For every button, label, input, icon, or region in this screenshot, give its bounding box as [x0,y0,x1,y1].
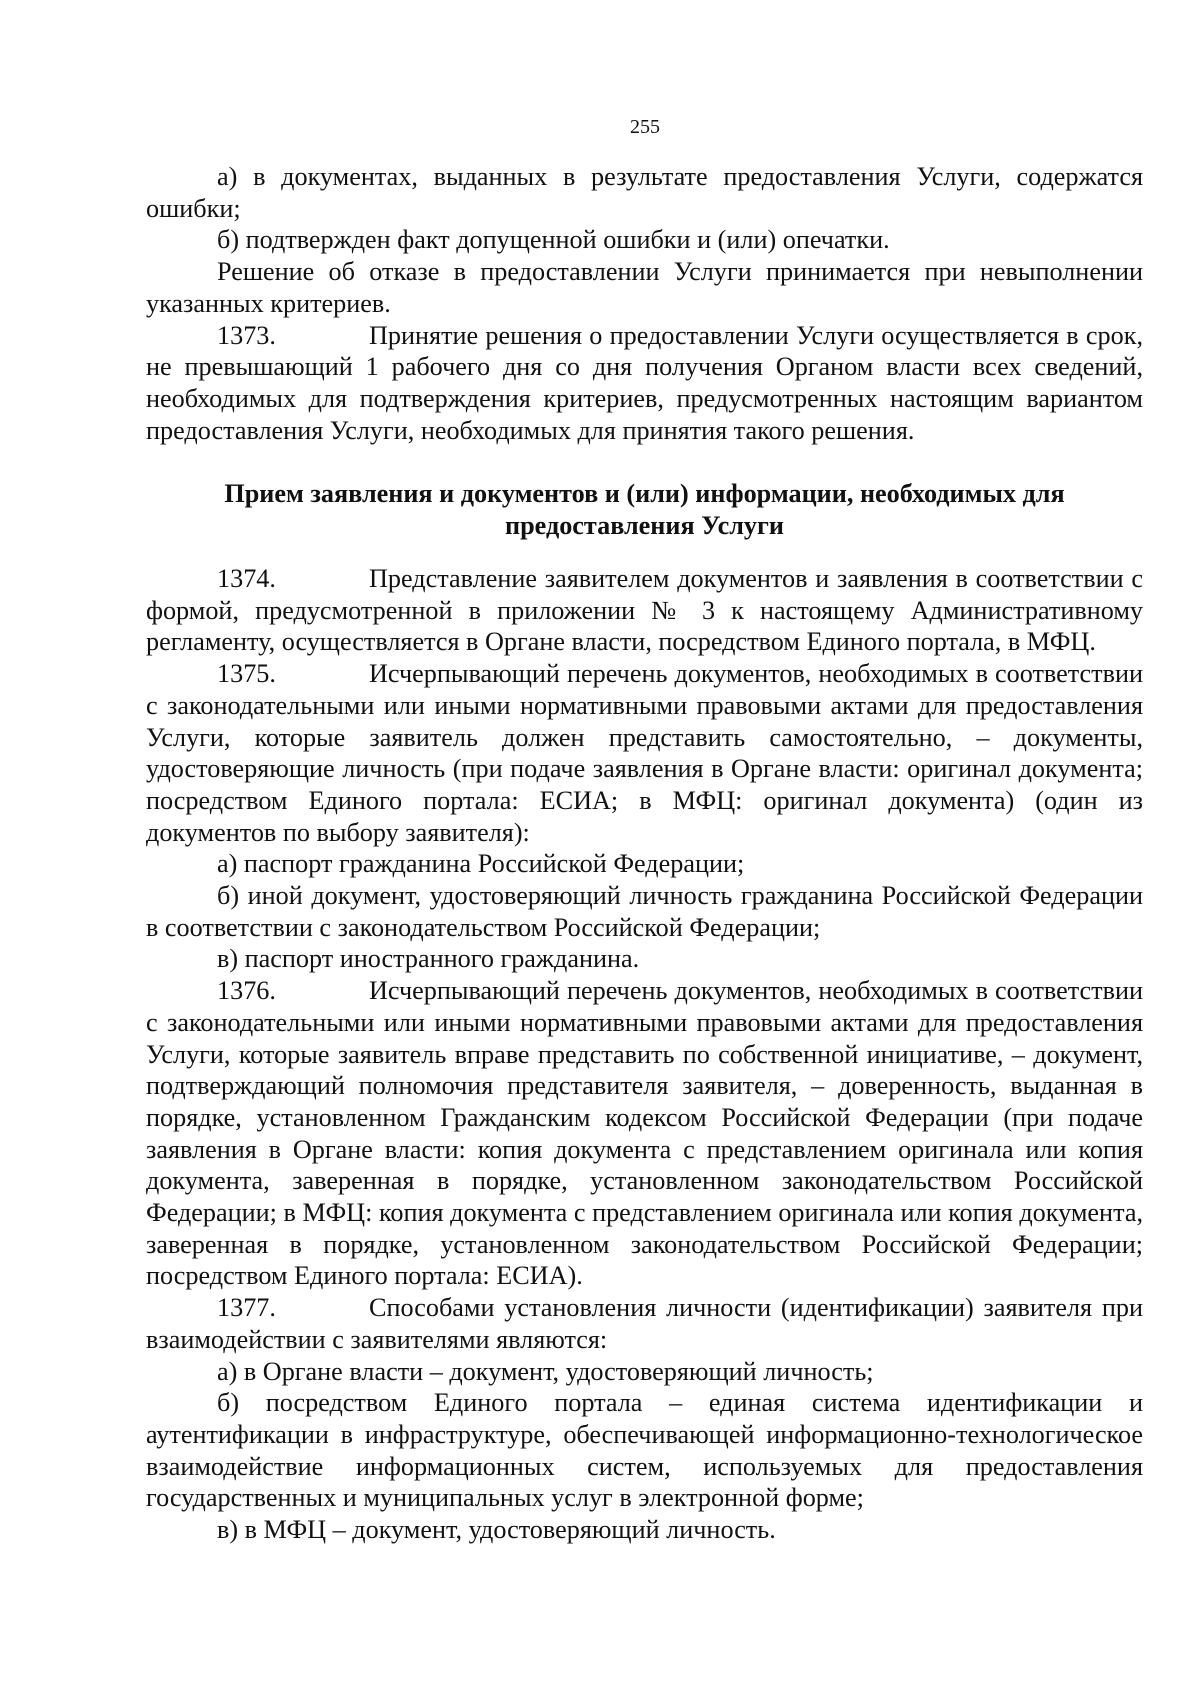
list-item: б) иной документ, удостоверяющий личность гражданина Российской Федерации в соответствии с законодательством Российской Федерации; [146,881,1143,942]
paragraph: б) подтвержден факт допущенной ошибки и (или) опечатки. [217,225,890,255]
paragraph: Решение об отказе в предоставлении Услуги принимается при невыполнении указанных критериев. [146,257,1143,318]
numbered-paragraph-1377 [146,1292,1143,1355]
text-block-top [146,161,1143,446]
list-item: в) в МФЦ – документ, удостоверяющий личность. [217,1515,776,1545]
paragraph-number: 1377. [217,1293,276,1323]
text-block-main [146,563,1143,1546]
numbered-paragraph-1375 [146,658,1143,848]
list-item: в) паспорт иностранного гражданина. [217,944,640,974]
paragraph-text: Исчерпывающий перечень документов, необходимых в соответствии с законодательными или иными нормативными правовыми актами для предоставления Услуги, которые заявитель вправе представить по собственной инициативе, – документ, подтверждающий полномочия представителя заявителя, – доверенность, выданная в порядке, установленном Гражданским кодексом Российской Федерации (при подаче заявления в Органе власти: копия документа с представлением оригинала или копия документа, заверенная в порядке, установленном законодательством Российской Федерации; в МФЦ: копия документа с представлением оригинала или копия документа, заверенная в порядке, установленном законодательством Российской Федерации; посредством Единого портала: ЕСИА). [146,976,1143,1291]
page-number: 255 [630,116,660,138]
paragraph-text: Исчерпывающий перечень документов, необходимых в соответствии с законодательными или иными нормативными правовыми актами для предоставления Услуги, которые заявитель должен представить самостоятельно, – документы, удостоверяющие личность (при подаче заявления в Органе власти: оригинал документа; посредством Единого портала: ЕСИА; в МФЦ: оригинал документа) (один из документов по выбору заявителя): [146,659,1143,847]
paragraph-text: Принятие решения о предоставлении Услуги осуществляется в срок, не превышающий 1 рабочего дня со дня получения Органом власти всех сведений, необходимых для подтверждения критериев, предусмотренных настоящим вариантом предоставления Услуги, необходимых для принятия такого решения. [146,320,1143,445]
paragraph-number: 1376. [217,976,276,1006]
paragraph: а) в документах, выданных в результате предоставления Услуги, содержатся ошибки; [146,162,1143,223]
section-heading-line-2: предоставления Услуги [505,510,784,540]
paragraph-text: Способами установления личности (идентификации) заявителя при взаимодействии с заявителями являются: [146,1293,1143,1354]
paragraph-text: Представление заявителем документов и заявления в соответствии с формой, предусмотренной в приложении № 3 к настоящему Административному регламенту, осуществляется в Органе власти, посредством Единого портала, в МФЦ. [146,564,1143,657]
list-item: а) паспорт гражданина Российской Федерации; [217,849,745,879]
section-heading [146,478,1143,541]
list-item: б) посредством Единого портала – единая система идентификации и аутентификации в инфраструктуре, обеспечивающей информационно-технологическое взаимодействие информационных систем, используемых для предоставления государственных и муниципальных услуг в электронной форме; [146,1388,1143,1513]
numbered-paragraph-1374 [146,563,1143,658]
paragraph-number: 1375. [217,659,276,689]
list-item: а) в Органе власти – документ, удостоверяющий личность; [217,1356,874,1386]
section-heading-line-1: Прием заявления и документов и (или) информации, необходимых для [224,479,1065,508]
numbered-paragraph-1376 [146,975,1143,1292]
numbered-paragraph-1373 [146,320,1143,447]
paragraph-number: 1373. [217,320,276,350]
paragraph-number: 1374. [217,564,276,593]
